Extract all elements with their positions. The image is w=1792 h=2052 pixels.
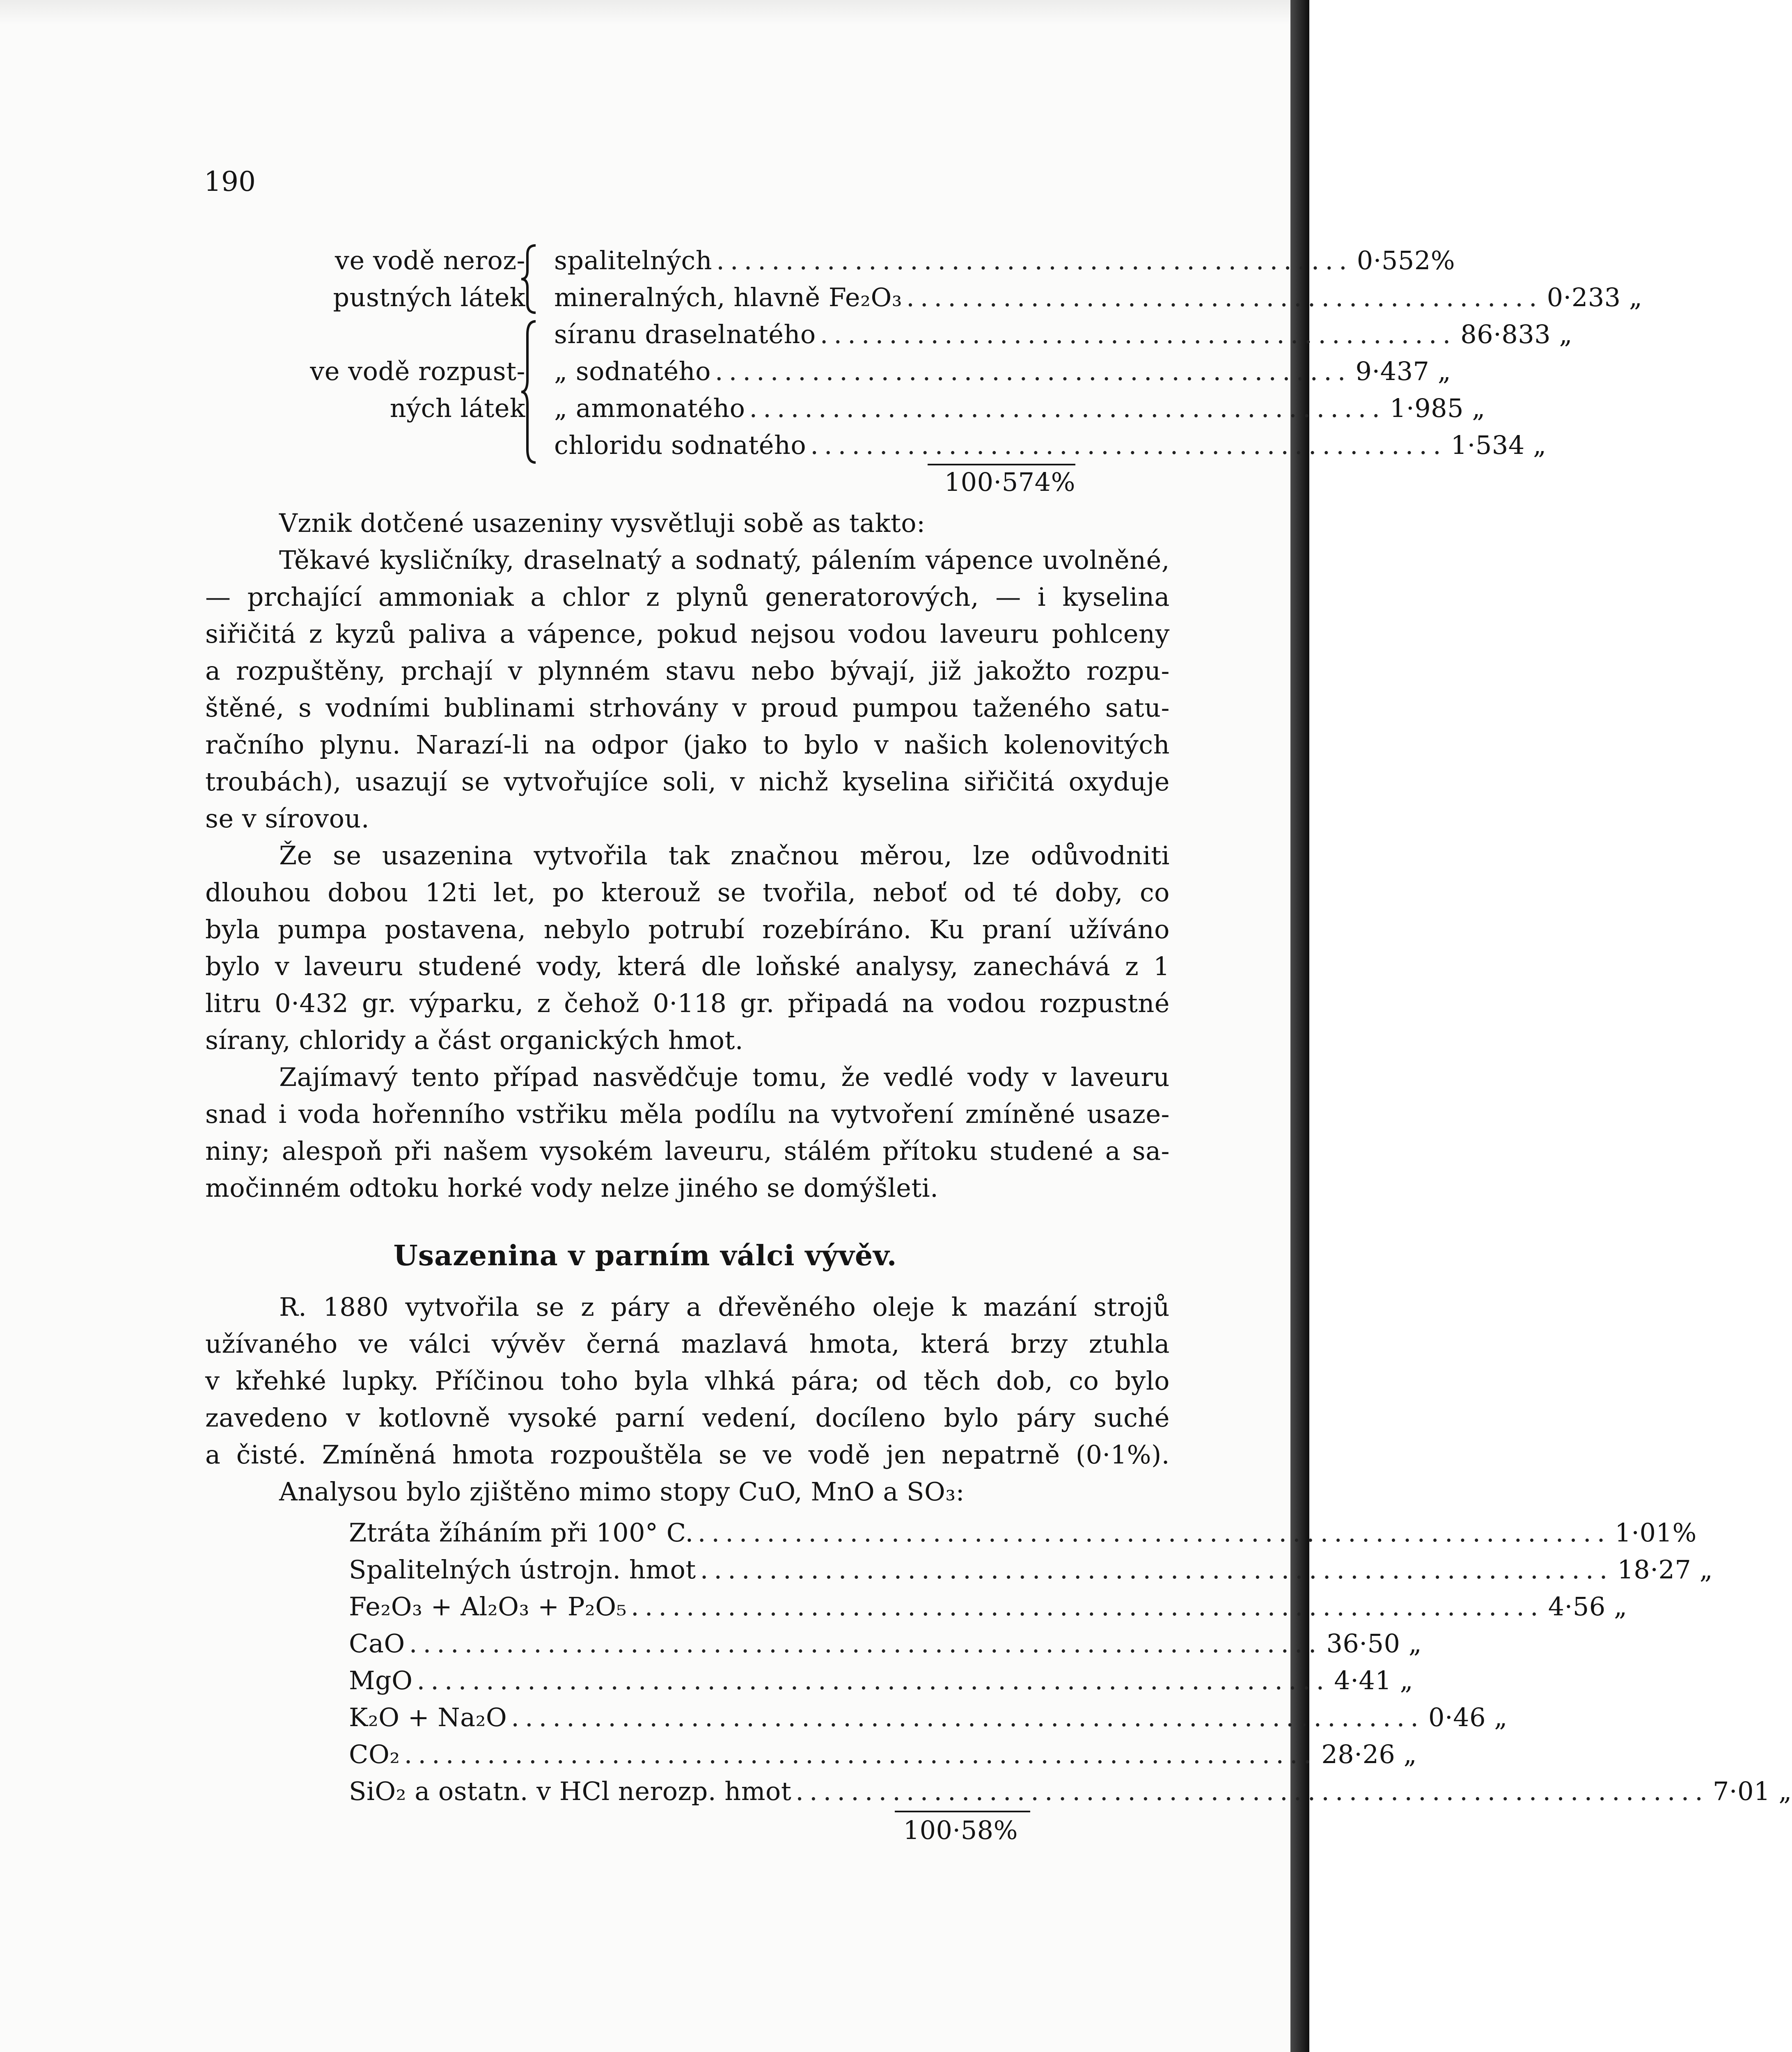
row-label: síranu draselnatého [554, 319, 816, 349]
leader-dots: .............................................. [715, 356, 1352, 386]
text-line: dlouhou dobou 12ti let, po kterouž se tvořila, neboť od té doby, co [205, 877, 1170, 907]
table2-total: 100·58% [903, 1815, 1018, 1845]
table-row [554, 427, 1547, 464]
table-row [554, 390, 1485, 427]
leader-dots: .................................................................. [409, 1628, 1322, 1658]
row-label: CO₂ [349, 1739, 400, 1769]
row-label: spalitelných [554, 245, 713, 275]
row-value: 9·437 „ [1355, 356, 1451, 386]
row-value: 1·985 „ [1390, 393, 1485, 423]
text-line: siřičitá z kyzů paliva a vápence, pokud nejsou vodou laveuru pohlceny [205, 619, 1170, 649]
text-line: R. 1880 vytvořila se z páry a dřevěného oleje k mazání strojů [279, 1292, 1170, 1322]
text-line: a rozpuštěny, prchají v plynném stavu nebo bývají, již jakožto rozpu- [205, 656, 1170, 686]
table1-group-label-line2: pustných látek [333, 282, 525, 312]
text-line: užívaného ve válci vývěv černá mazlavá hmota, která brzy ztuhla [205, 1329, 1170, 1359]
row-label: SiO₂ a ostatn. v HCl nerozp. hmot [349, 1776, 792, 1806]
brace-icon [517, 242, 542, 316]
table1-group-label-line1: ve vodě neroz- [335, 245, 525, 275]
row-label: „ sodnatého [554, 356, 711, 386]
leader-dots: .................................................................. [700, 1555, 1613, 1585]
row-label: chloridu sodnatého [554, 430, 807, 460]
text-line: Těkavé kysličníky, draselnatý a sodnatý, pálením vápence uvolněné, [279, 545, 1170, 575]
leader-dots: .................................................................. [511, 1702, 1424, 1732]
leader-dots: .................................................................. [417, 1665, 1330, 1695]
table-row [349, 1736, 1417, 1773]
text-line: troubách), usazují se vytvořujíce soli, v nichž kyselina siřičitá oxyduje [205, 767, 1170, 797]
table-row [349, 1514, 1697, 1551]
table-row [554, 242, 1455, 279]
row-label: „ ammonatého [554, 393, 745, 423]
row-value: 28·26 „ [1321, 1739, 1417, 1769]
leader-dots: .................................................................. [795, 1776, 1709, 1806]
table-row [349, 1699, 1508, 1736]
text-line: niny; alespoň při našem vysokém laveuru, stálém přítoku studené a sa- [205, 1136, 1170, 1166]
table1-group-label-line1: ve vodě rozpust- [310, 356, 525, 386]
leader-dots: .............................................. [810, 430, 1447, 460]
brace-icon [517, 318, 542, 466]
table1-total: 100·574% [944, 467, 1075, 497]
scan-shadow-top [0, 0, 1309, 25]
text-line: Že se usazenina vytvořila tak značnou měrou, lze odůvodniti [279, 840, 1170, 870]
table-row [554, 353, 1451, 390]
row-value: 36·50 „ [1326, 1628, 1422, 1658]
text-line: močinném odtoku horké vody nelze jiného se domýšleti. [205, 1173, 939, 1203]
intro-line: Vznik dotčené usazeniny vysvětluji sobě as takto: [279, 508, 926, 538]
table-row [554, 316, 1573, 353]
row-value: 4·56 „ [1548, 1592, 1627, 1621]
text-line: a čisté. Zmíněná hmota rozpouštěla se ve vodě jen nepatrně (0·1%). [205, 1440, 1170, 1470]
row-label: Ztráta žíháním při 100° C. [349, 1518, 694, 1548]
text-line: snad i voda hořenního vstřiku měla podílu na vytvoření zmíněné usaze- [205, 1099, 1170, 1129]
text-line: bylo v laveuru studené vody, která dle loňské analysy, zanechává z 1 [205, 951, 1170, 981]
text-line: — prchající ammoniak a chlor z plynů generatorových, — i kyselina [205, 582, 1170, 612]
table-row [349, 1662, 1414, 1699]
leader-dots: .............................................. [906, 282, 1543, 312]
text-line: se v sírovou. [205, 804, 370, 834]
text-line: sírany, chloridy a část organických hmot. [205, 1025, 744, 1055]
section-heading: Usazenina v parním válci vývěv. [393, 1239, 897, 1272]
row-value: 0·552% [1357, 245, 1455, 275]
leader-dots: .............................................. [749, 393, 1386, 423]
text-line: litru 0·432 gr. výparku, z čehož 0·118 gr. připadá na vodou rozpustné [205, 988, 1170, 1018]
row-label: Fe₂O₃ + Al₂O₃ + P₂O₅ [349, 1592, 627, 1621]
leader-dots: .................................................................. [404, 1739, 1318, 1769]
leader-dots: .............................................. [716, 245, 1353, 275]
row-value: 0·233 „ [1547, 282, 1643, 312]
text-line: byla pumpa postavena, nebylo potrubí rozebíráno. Ku praní užíváno [205, 914, 1170, 944]
table-row [349, 1773, 1792, 1810]
row-label: CaO [349, 1628, 405, 1658]
row-value: 7·01 „ [1712, 1776, 1792, 1806]
row-value: 1·534 „ [1451, 430, 1547, 460]
leader-dots: .............................................. [820, 319, 1457, 349]
row-value: 0·46 „ [1428, 1702, 1508, 1732]
table-row [349, 1588, 1627, 1625]
row-label: K₂O + Na₂O [349, 1702, 507, 1732]
page-number: 190 [204, 166, 256, 197]
analysis-line: Analysou bylo zjištěno mimo stopy CuO, MnO a SO₃: [279, 1477, 965, 1507]
row-label: mineralných, hlavně Fe₂O₃ [554, 282, 903, 312]
table-row [349, 1625, 1422, 1662]
row-label: Spalitelných ústrojn. hmot [349, 1555, 696, 1585]
row-value: 18·27 „ [1617, 1555, 1713, 1585]
table-row [349, 1551, 1713, 1588]
leader-dots: .................................................................. [697, 1518, 1611, 1548]
text-line: v křehké lupky. Příčinou toho byla vlhká pára; od těch dob, co bylo [205, 1366, 1170, 1396]
row-value: 1·01% [1615, 1518, 1697, 1548]
row-label: MgO [349, 1665, 413, 1695]
text-line: račního plynu. Narazí-li na odpor (jako to bylo v našich kolenovitých [205, 730, 1170, 760]
table1-group-label-line2: ných látek [390, 393, 525, 423]
leader-dots: .................................................................. [630, 1592, 1544, 1621]
row-value: 86·833 „ [1460, 319, 1573, 349]
table-row [554, 279, 1643, 316]
text-line: štěné, s vodními bublinami strhovány v proud pumpou taženého satu- [205, 693, 1170, 723]
text-line: Zajímavý tento případ nasvědčuje tomu, že vedlé vody v laveuru [279, 1062, 1170, 1092]
row-value: 4·41 „ [1334, 1665, 1414, 1695]
text-line: zavedeno v kotlovně vysoké parní vedení, docíleno bylo páry suché [205, 1403, 1170, 1433]
